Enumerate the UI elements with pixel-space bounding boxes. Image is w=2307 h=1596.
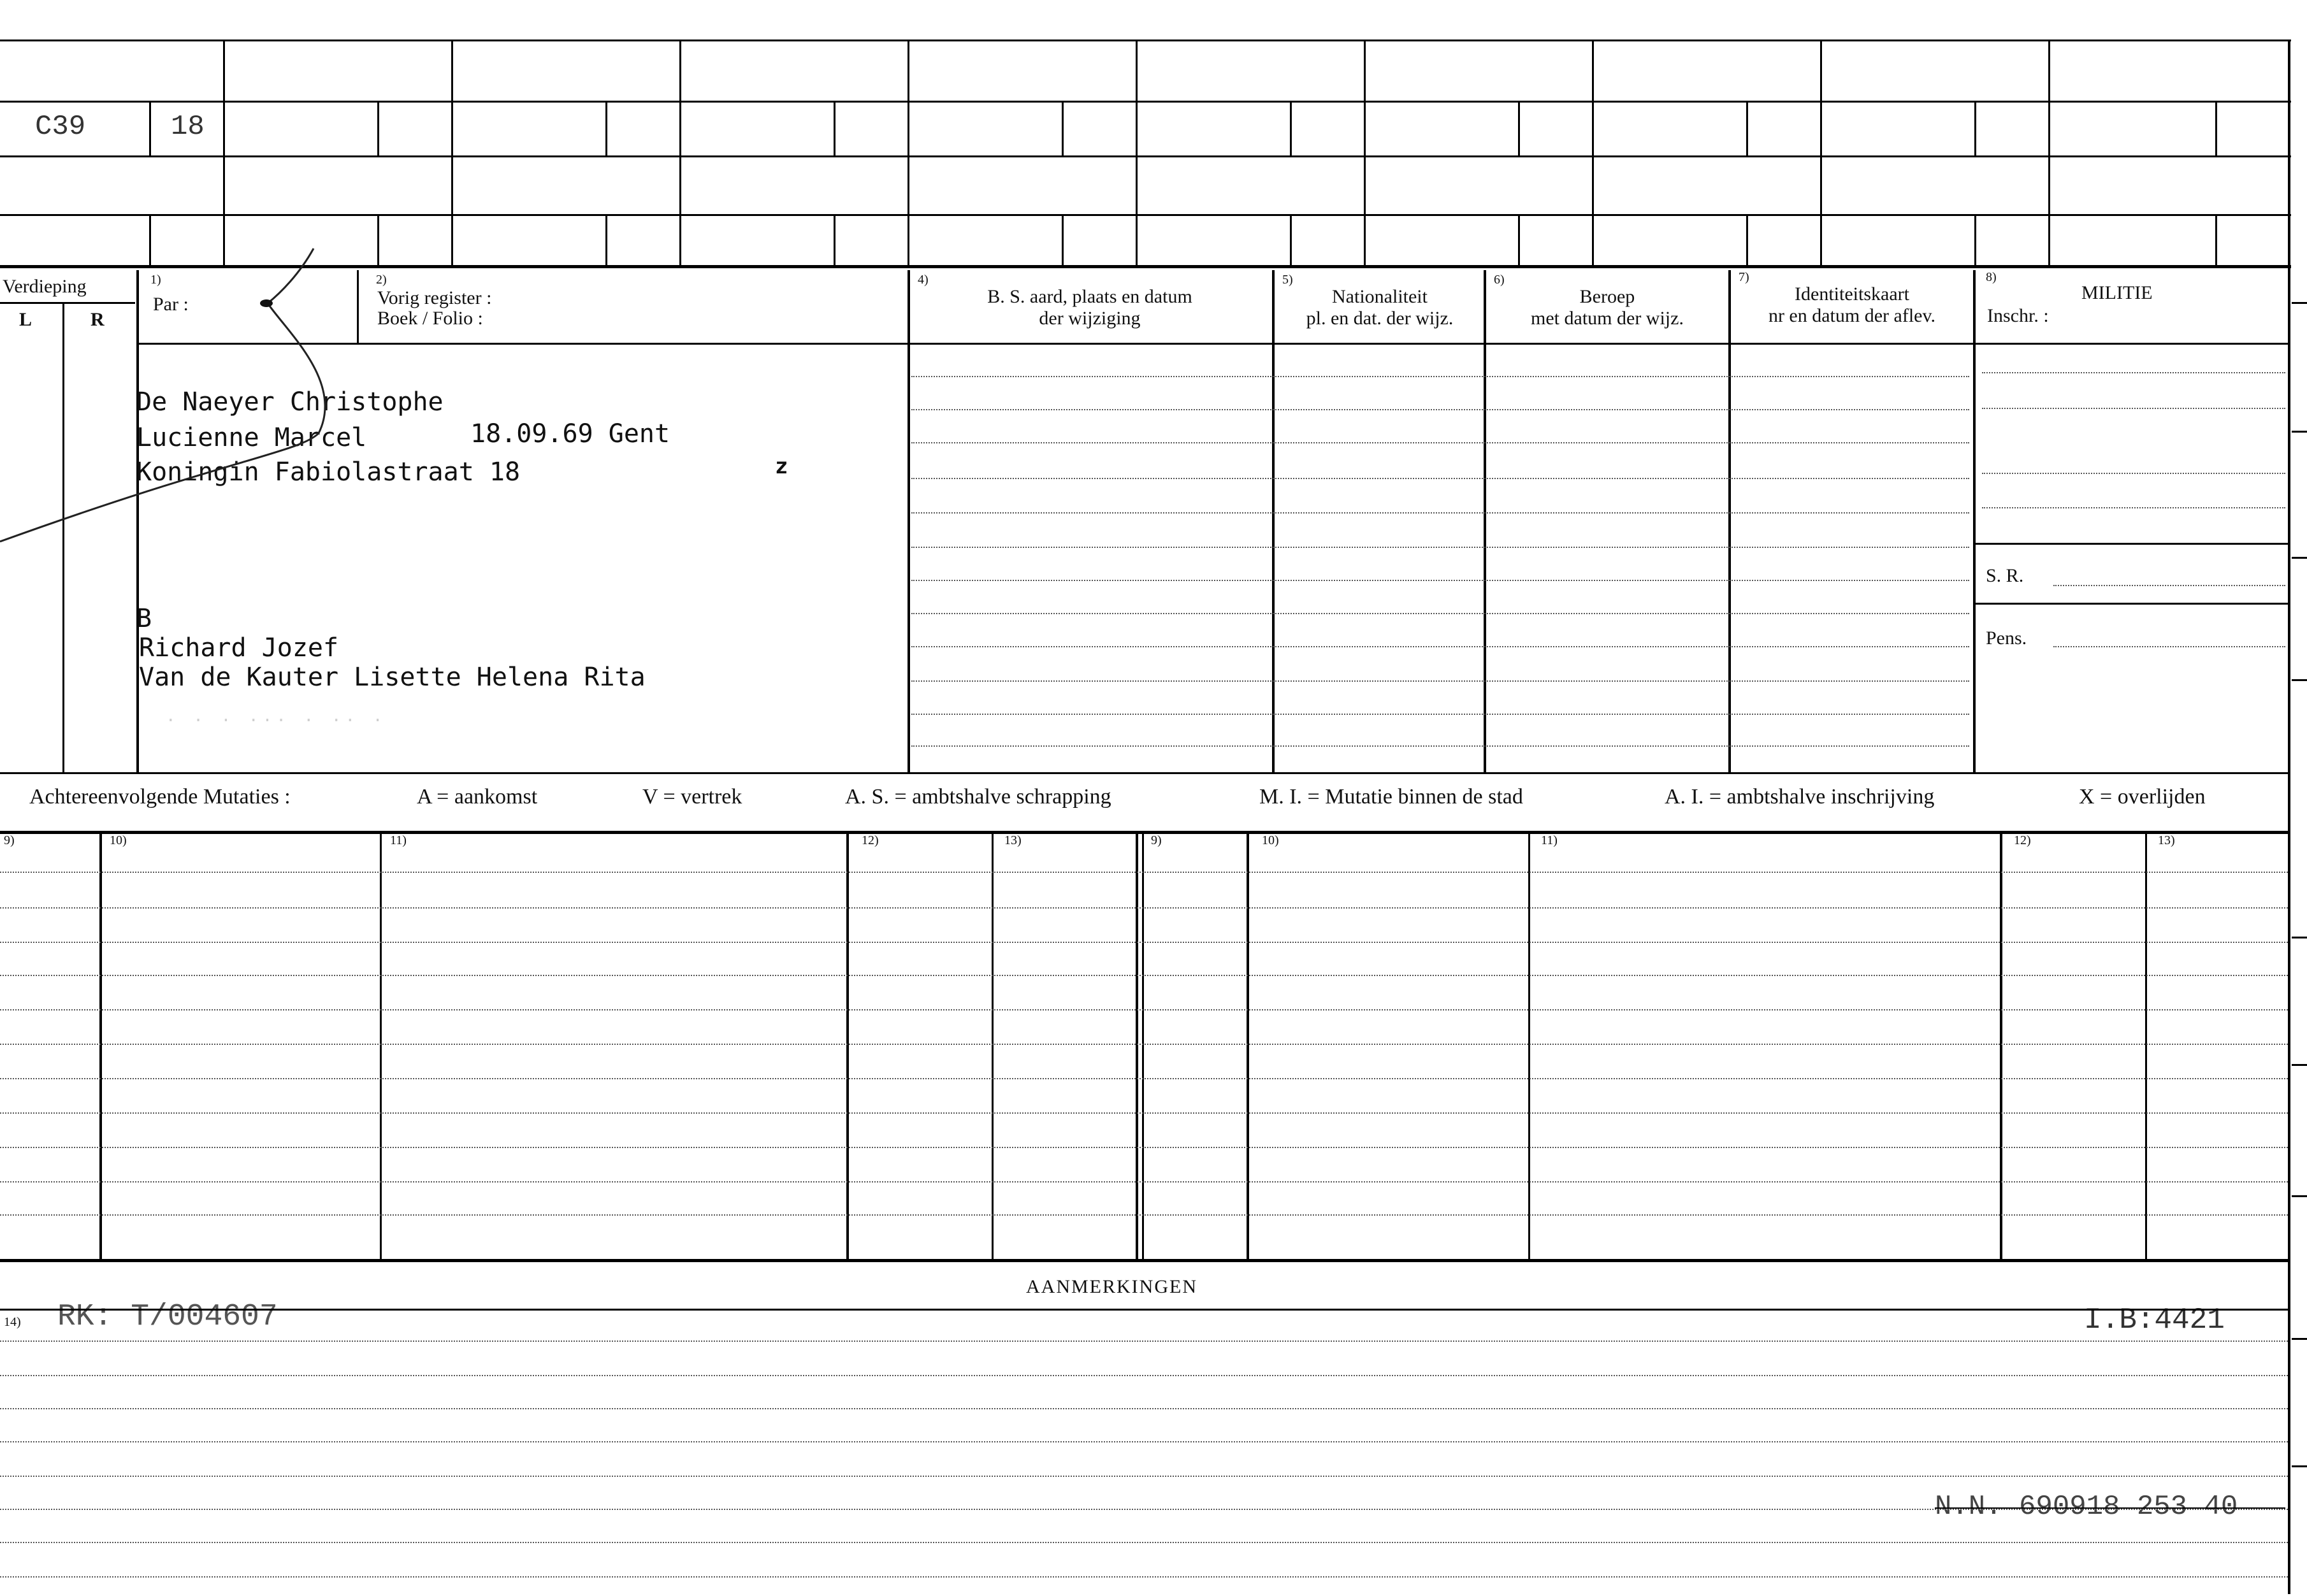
dotted-line xyxy=(911,745,1969,747)
col-divider-7 xyxy=(1728,270,1731,772)
grid-subdivider xyxy=(2215,101,2217,155)
remark-line xyxy=(0,1441,2288,1442)
grid-subdivider xyxy=(605,101,607,155)
header-bottom xyxy=(138,343,2288,345)
militie-line xyxy=(1982,372,2285,373)
grid-line xyxy=(0,101,2291,103)
dotted-line xyxy=(911,680,1969,682)
militie-separator xyxy=(1973,603,2288,605)
mutation-line xyxy=(0,975,2288,976)
mutation-col-number: 13) xyxy=(2158,833,2175,847)
h1-number: 1) xyxy=(150,273,161,287)
sr-label: S. R. xyxy=(1986,565,2024,586)
mutation-col-divider xyxy=(1528,832,1530,1260)
h2-number: 2) xyxy=(376,273,387,287)
legend-ai: A. I. = ambtshalve inschrijving xyxy=(1665,785,1935,809)
grid-subdivider xyxy=(1746,214,1748,265)
mutation-col-number: 10) xyxy=(110,833,127,847)
dotted-line xyxy=(911,547,1969,548)
grid-divider xyxy=(1364,40,1366,265)
col-divider-4 xyxy=(908,270,910,772)
mutation-col-divider xyxy=(2145,832,2147,1260)
h7-line1: Identiteitskaart xyxy=(1795,284,1909,305)
grid-line xyxy=(0,155,2291,157)
mutation-col-divider xyxy=(380,832,382,1260)
remark-line xyxy=(0,1375,2288,1376)
col-divider-8 xyxy=(1973,270,1976,772)
mutation-col-divider xyxy=(992,832,994,1260)
mutation-line xyxy=(0,1078,2288,1079)
edge-tick xyxy=(2292,1465,2307,1467)
mutation-col-divider xyxy=(846,832,849,1260)
col-divider-6 xyxy=(1484,270,1486,772)
grid-subdivider xyxy=(1290,214,1292,265)
grid-subdivider xyxy=(834,101,835,155)
register-code: C39 xyxy=(35,111,86,143)
h7-number: 7) xyxy=(1739,270,1749,284)
grid-subdivider xyxy=(149,101,151,155)
remarks-title: AANMERKINGEN xyxy=(1026,1276,1197,1297)
mutation-col-number: 9) xyxy=(4,833,15,847)
militie-line xyxy=(1982,507,2285,508)
remark-line xyxy=(0,1509,2288,1510)
grid-divider xyxy=(908,40,909,265)
grid-divider xyxy=(1820,40,1822,265)
record-address: Koningin Fabiolastraat 18 xyxy=(136,457,521,487)
pens-line xyxy=(2053,646,2285,647)
mutation-line xyxy=(0,1181,2288,1183)
right-border xyxy=(2288,40,2290,1594)
record-name: De Naeyer Christophe xyxy=(136,387,444,417)
grid-subdivider xyxy=(1974,101,1976,155)
register-number: 18 xyxy=(171,111,205,143)
h4-line2: der wijziging xyxy=(1039,308,1141,329)
h8-number: 8) xyxy=(1986,270,1997,284)
h6-line2: met datum der wijz. xyxy=(1531,308,1684,329)
legend-x: X = overlijden xyxy=(2079,785,2206,809)
mutation-col-divider xyxy=(99,832,102,1260)
edge-tick xyxy=(2292,1338,2307,1340)
h5-number: 5) xyxy=(1282,273,1293,287)
h4-line1: B. S. aard, plaats en datum xyxy=(987,286,1192,307)
mutation-col-number: 13) xyxy=(1004,833,1022,847)
remarks-ib: I.B:4421 xyxy=(2084,1304,2225,1337)
mutation-line xyxy=(0,1147,2288,1148)
edge-tick xyxy=(2292,1064,2307,1066)
grid-divider xyxy=(223,40,225,265)
mutation-line xyxy=(0,1112,2288,1114)
h5-line1: Nationaliteit xyxy=(1332,286,1428,307)
h5-line2: pl. en dat. der wijz. xyxy=(1306,308,1454,329)
remarks-rk: RK: T/004607 xyxy=(57,1300,278,1334)
remarks-nn: N.N. 690918 253 40 xyxy=(1935,1491,2238,1523)
grid-divider xyxy=(1592,40,1594,265)
grid-divider xyxy=(1136,40,1138,265)
h6-line1: Beroep xyxy=(1579,286,1635,307)
remark-line xyxy=(0,1408,2288,1409)
mutation-col-number: 9) xyxy=(1151,833,1162,847)
remarks-number: 14) xyxy=(4,1315,21,1329)
h7-line2: nr en datum der aflev. xyxy=(1768,305,1936,326)
mutation-col-divider xyxy=(1247,832,1249,1260)
dotted-line xyxy=(911,478,1969,479)
grid-line xyxy=(0,214,2291,216)
dotted-line xyxy=(911,409,1969,410)
verdieping-label: Verdieping xyxy=(3,276,87,297)
col-l-label: L xyxy=(19,309,33,330)
legend-a: A = aankomst xyxy=(417,785,538,809)
dotted-line xyxy=(911,613,1969,614)
grid-subdivider xyxy=(1290,101,1292,155)
col-divider-5 xyxy=(1272,270,1275,772)
edge-tick xyxy=(2292,937,2307,938)
grid-subdivider xyxy=(1746,101,1748,155)
mutation-line xyxy=(0,1214,2288,1216)
par-label: Par : xyxy=(153,294,189,315)
grid-divider xyxy=(2048,40,2050,265)
mutation-line xyxy=(0,1044,2288,1045)
grid-subdivider xyxy=(1518,214,1520,265)
record-mark: z xyxy=(775,454,788,479)
dotted-line xyxy=(911,646,1969,647)
col-r-label: R xyxy=(90,309,105,330)
mutations-bottom xyxy=(0,1259,2290,1262)
grid-subdivider xyxy=(1062,214,1064,265)
sr-line xyxy=(2053,585,2285,586)
mutation-col-number: 11) xyxy=(1541,833,1558,847)
pens-label: Pens. xyxy=(1986,628,2027,649)
militie-line xyxy=(1982,473,2285,474)
record-birth: 18.09.69 Gent xyxy=(470,419,670,449)
top-border xyxy=(0,40,2291,41)
mutation-col-divider xyxy=(2000,832,2002,1260)
h4-number: 4) xyxy=(918,273,929,287)
mutation-col-divider xyxy=(1142,832,1144,1260)
legend-title: Achtereenvolgende Mutaties : xyxy=(29,785,291,809)
mutation-col-number: 12) xyxy=(2014,833,2031,847)
mutation-line xyxy=(0,942,2288,943)
remark-line xyxy=(0,1476,2288,1477)
remark-line xyxy=(0,1341,2288,1342)
remark-line xyxy=(0,1309,2288,1311)
dotted-line xyxy=(911,376,1969,377)
pen-stroke xyxy=(0,242,357,573)
record-father: Richard Jozef xyxy=(139,633,339,663)
grid-divider xyxy=(451,40,453,265)
mutation-col-divider xyxy=(1136,832,1138,1260)
remark-line xyxy=(0,1576,2288,1578)
remark-line xyxy=(0,1542,2288,1543)
legend-mi: M. I. = Mutatie binnen de stad xyxy=(1259,785,1523,809)
militie-separator xyxy=(1973,543,2288,545)
mutation-line xyxy=(0,1009,2288,1010)
boek-folio-label: Boek / Folio : xyxy=(377,308,483,329)
col-divider-par xyxy=(357,270,359,344)
grid-subdivider xyxy=(834,214,835,265)
legend-bottom xyxy=(0,831,2290,834)
grid-subdivider xyxy=(377,214,379,265)
record-line-b: B xyxy=(136,604,152,633)
mutation-col-number: 10) xyxy=(1262,833,1279,847)
mutation-col-number: 11) xyxy=(390,833,407,847)
legend-as: A. S. = ambtshalve schrapping xyxy=(845,785,1111,809)
militie-line xyxy=(1982,408,2285,409)
edge-tick xyxy=(2292,1195,2307,1197)
edge-tick xyxy=(2292,302,2307,304)
body-bottom xyxy=(0,772,2290,774)
grid-subdivider xyxy=(377,101,379,155)
grid-subdivider xyxy=(1518,101,1520,155)
faded-text: · · · ··· · ·· · xyxy=(166,711,387,730)
record-mother: Van de Kauter Lisette Helena Rita xyxy=(139,663,646,692)
grid-subdivider xyxy=(2215,214,2217,265)
grid-divider xyxy=(679,40,681,265)
dotted-line xyxy=(911,512,1969,514)
edge-tick xyxy=(2292,431,2307,433)
mutation-line xyxy=(0,907,2288,909)
dotted-line xyxy=(911,442,1969,443)
vorig-register-label: Vorig register : xyxy=(377,287,492,308)
grid-subdivider xyxy=(1974,214,1976,265)
dotted-line xyxy=(911,580,1969,581)
militie-title: MILITIE xyxy=(2081,282,2153,303)
edge-tick xyxy=(2292,557,2307,559)
grid-subdivider xyxy=(605,214,607,265)
mutation-col-number: 12) xyxy=(862,833,879,847)
h6-number: 6) xyxy=(1494,273,1505,287)
dotted-line xyxy=(911,714,1969,715)
inschr-label: Inschr. : xyxy=(1987,305,2049,326)
mutation-line xyxy=(0,872,2288,873)
legend-v: V = vertrek xyxy=(642,785,742,809)
grid-subdivider xyxy=(1062,101,1064,155)
edge-tick xyxy=(2292,679,2307,681)
record-first-names: Lucienne Marcel xyxy=(136,423,367,452)
